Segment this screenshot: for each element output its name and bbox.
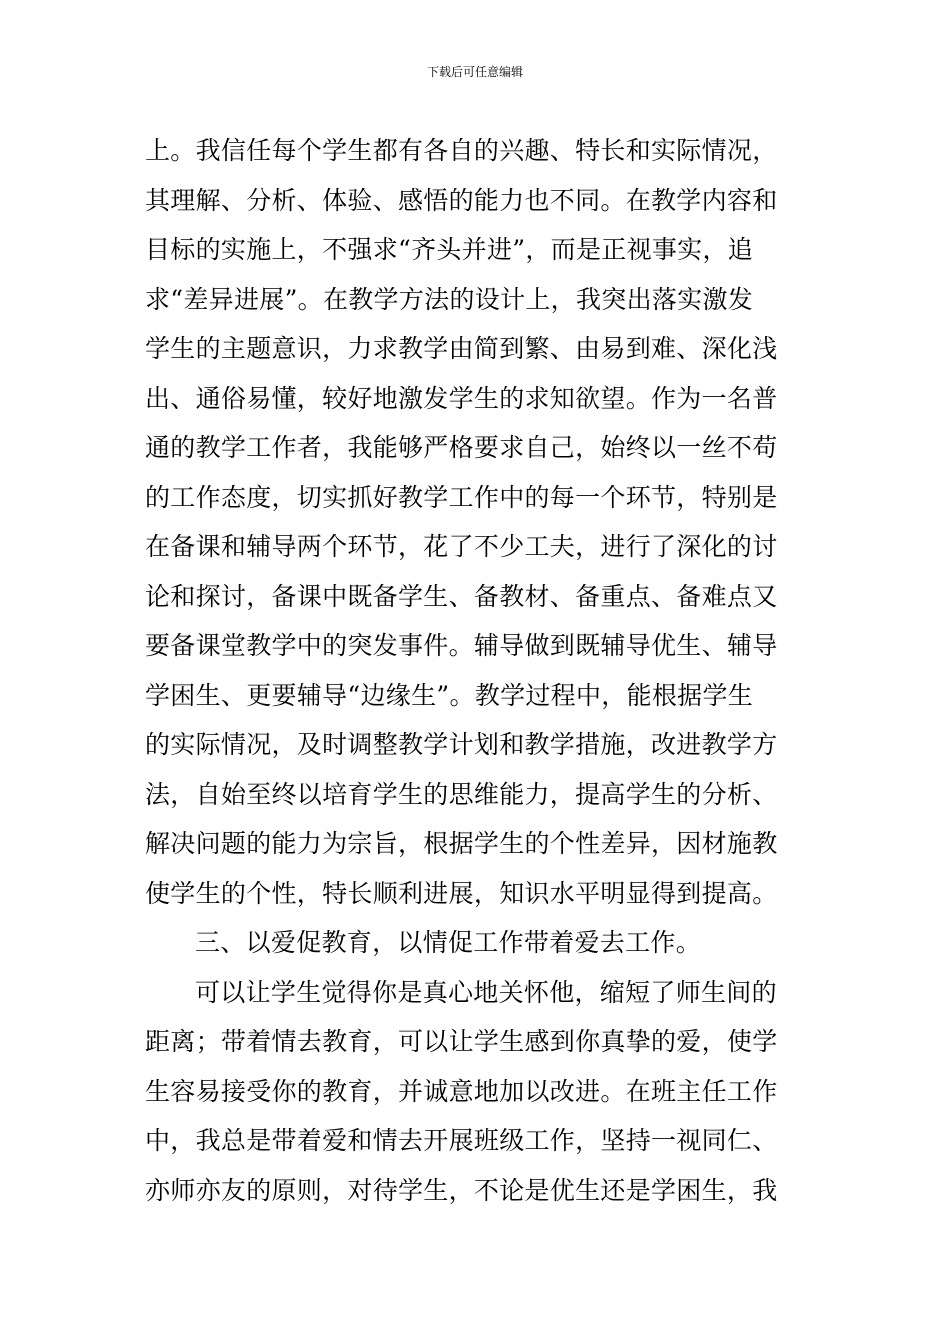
text-line: 的实际情况，及时调整教学计划和教学措施，改进教学方 — [145, 730, 778, 759]
text-line: 要备课堂教学中的突发事件。辅导做到既辅导优生、辅导 — [145, 631, 778, 660]
text-line: 法，自始至终以培育学生的思维能力，提高学生的分析、 — [145, 779, 778, 809]
text-line: 学生的主题意识，力求教学由简到繁、由易到难、深化浅 — [145, 334, 778, 363]
text-line: 上。我信任每个学生都有各自的兴趣、特长和实际情况， — [145, 136, 778, 165]
text-line: 目标的实施上，不强求“齐头并进”，而是正视事实，追 — [145, 235, 754, 264]
text-line: 亦师亦友的原则，对待学生，不论是优生还是学困生，我 — [145, 1175, 778, 1205]
text-line: 生容易接受你的教育，并诚意地加以改进。在班主任工作 — [145, 1076, 778, 1106]
text-line: 在备课和辅导两个环节，花了不少工夫，进行了深化的讨 — [145, 532, 778, 561]
text-line: 求“差异进展”。在教学方法的设计上，我突出落实激发 — [145, 284, 754, 314]
page-header: 下载后可任意编辑 — [426, 65, 523, 79]
text-line: 解决问题的能力为宗旨，根据学生的个性差异，因材施教 — [145, 829, 778, 858]
section-heading: 三、以爱促教育，以情促工作带着爱去工作。 — [195, 928, 702, 957]
text-line: 通的教学工作者，我能够严格要求自己，始终以一丝不苟 — [145, 433, 778, 462]
text-line: 学困生、更要辅导“边缘生”。教学过程中，能根据学生 — [145, 680, 754, 710]
text-line: 中，我总是带着爱和情去开展班级工作，坚持一视同仁、 — [145, 1126, 778, 1155]
text-line: 论和探讨，备课中既备学生、备教材、备重点、备难点又 — [145, 581, 778, 611]
text-line: 距离；带着情去教育，可以让学生感到你真挚的爱，使学 — [145, 1027, 778, 1056]
text-line: 使学生的个性，特长顺利进展，知识水平明显得到提高。 — [145, 878, 778, 908]
text-line: 出、通俗易懂，较好地激发学生的求知欲望。作为一名普 — [145, 383, 778, 413]
text-line: 可以让学生觉得你是真心地关怀他，缩短了师生间的 — [195, 977, 777, 1007]
text-line: 其理解、分析、体验、感悟的能力也不同。在教学内容和 — [145, 185, 778, 215]
document-body — [145, 126, 815, 1215]
text-line: 的工作态度，切实抓好教学工作中的每一个环节，特别是 — [145, 482, 778, 512]
